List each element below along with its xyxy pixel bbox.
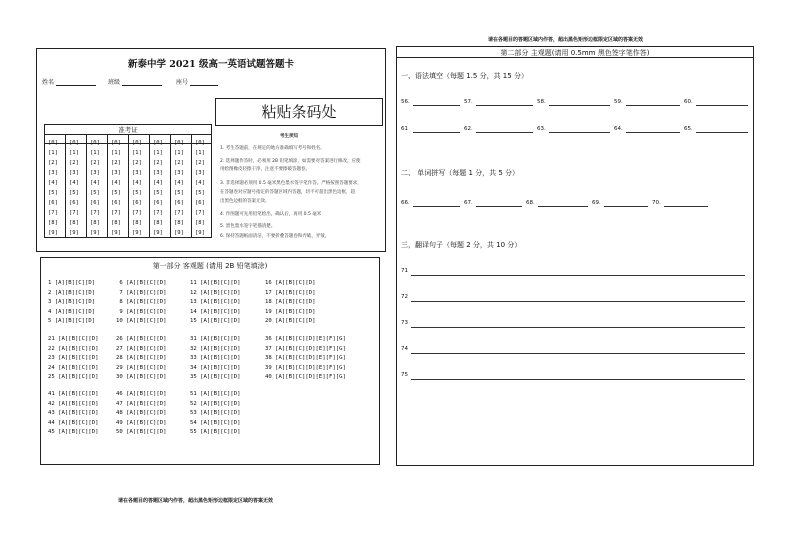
exam-id-digit[interactable]: [0] <box>48 140 58 146</box>
exam-id-digit[interactable]: [4] <box>90 180 100 186</box>
translation-number: 71 <box>401 268 408 274</box>
objective-item[interactable]: 47 [A][B][C][D] <box>116 400 167 407</box>
exam-id-digit[interactable]: [8] <box>48 220 58 226</box>
blank-number: 65. <box>684 126 693 132</box>
answer-line[interactable] <box>413 206 460 207</box>
exam-id-digit[interactable]: [0] <box>132 140 142 146</box>
exam-id-digit[interactable]: [4] <box>174 180 184 186</box>
bottom-notice: 请在各题目的答题区域内作答，超出黑色矩形边框限定区域的答案无效 <box>118 498 274 504</box>
exam-id-digit[interactable]: [0] <box>195 140 205 146</box>
answer-line[interactable] <box>664 206 708 207</box>
objective-item[interactable]: 46 [A][B][C][D] <box>116 391 167 397</box>
objective-item[interactable]: 16 [A][B][C][D] <box>265 280 316 286</box>
objective-item[interactable]: 52 [A][B][C][D] <box>190 400 241 407</box>
objective-item[interactable]: 40 [A][B][C][D][E][F][G] <box>265 374 346 381</box>
answer-line[interactable] <box>413 132 460 133</box>
objective-item[interactable]: 34 [A][B][C][D] <box>190 364 241 371</box>
translation-number: 74 <box>401 346 408 352</box>
translation-line[interactable] <box>411 353 745 354</box>
part2-title: 第二部分 主观题(请用 0.5mm 黑色签字笔作答) <box>500 49 650 57</box>
exam-id-digit[interactable]: [2] <box>195 160 205 166</box>
objective-item[interactable]: 54 [A][B][C][D] <box>190 419 241 426</box>
exam-id-digit[interactable]: [8] <box>132 220 142 226</box>
objective-item[interactable]: 38 [A][B][C][D][E][F][G] <box>265 355 346 362</box>
exam-id-digit[interactable]: [2] <box>90 160 100 166</box>
exam-id-digit[interactable]: [1] <box>132 150 142 156</box>
objective-item[interactable]: 20 [A][B][C][D] <box>265 318 316 325</box>
objective-item[interactable]: 1 [A][B][C][D] <box>48 280 96 286</box>
objective-item[interactable]: 11 [A][B][C][D] <box>190 280 241 286</box>
answer-line[interactable] <box>476 206 522 207</box>
exam-id-digit[interactable]: [2] <box>111 160 121 166</box>
exam-id-digit[interactable]: [3] <box>111 170 121 176</box>
blank-number: 64. <box>614 126 623 132</box>
exam-id-digit[interactable]: [5] <box>48 190 58 196</box>
exam-id-digit[interactable]: [6] <box>111 200 121 206</box>
blank-number: 69. <box>592 200 601 206</box>
exam-id-digit[interactable]: [9] <box>174 230 184 236</box>
exam-id-digit[interactable]: [3] <box>153 170 163 176</box>
objective-item[interactable]: 51 [A][B][C][D] <box>190 391 241 397</box>
objective-item[interactable]: 29 [A][B][C][D] <box>116 364 167 371</box>
objective-item[interactable]: 27 [A][B][C][D] <box>116 345 167 352</box>
answer-line[interactable] <box>549 105 610 106</box>
name-field[interactable] <box>42 77 96 86</box>
exam-id-header: 准考证 <box>45 125 211 135</box>
exam-id-digit[interactable]: [7] <box>111 210 121 216</box>
sec1-title: 一、语法填空（每题 1.5 分，共 15 分） <box>401 72 528 80</box>
sec3-title: 三，翻译句子（每题 2 分，共 10 分） <box>401 241 522 249</box>
exam-id-digit[interactable]: [5] <box>132 190 142 196</box>
objective-item[interactable]: 6 [A][B][C][D] <box>116 280 167 286</box>
translation-number: 75 <box>401 372 408 378</box>
exam-id-digit[interactable]: [2] <box>153 160 163 166</box>
objective-item[interactable]: 44 [A][B][C][D] <box>48 419 99 426</box>
exam-id-digit[interactable]: [9] <box>195 230 205 236</box>
exam-id-digit[interactable]: [6] <box>195 200 205 206</box>
note-item: 用绘图橡皮轻擦干净，注意不要擦破答题卷。 <box>220 167 310 172</box>
answer-line[interactable] <box>538 206 588 207</box>
objective-item[interactable]: 25 [A][B][C][D] <box>48 374 99 381</box>
answer-line[interactable] <box>476 132 533 133</box>
objective-item[interactable]: 10 [A][B][C][D] <box>116 318 167 325</box>
exam-id-digit[interactable]: [0] <box>153 140 163 146</box>
exam-id-digit[interactable]: [9] <box>48 230 58 236</box>
blank-number: 63. <box>537 126 546 132</box>
exam-id-digit[interactable]: [5] <box>195 190 205 196</box>
exam-id-digit[interactable]: [0] <box>111 140 121 146</box>
exam-id-digit[interactable]: [3] <box>174 170 184 176</box>
blank-number: 60. <box>684 99 693 105</box>
answer-line[interactable] <box>696 105 748 106</box>
objective-item[interactable]: 13 [A][B][C][D] <box>190 299 241 306</box>
objective-item[interactable]: 24 [A][B][C][D] <box>48 364 99 371</box>
exam-id-digit[interactable]: [4] <box>48 180 58 186</box>
blank-number: 62. <box>464 126 473 132</box>
objective-item[interactable]: 23 [A][B][C][D] <box>48 355 99 362</box>
answer-line[interactable] <box>626 105 680 106</box>
note-item: 5. 黑色墨水签字笔描清楚。 <box>220 224 276 229</box>
blank-number: 58. <box>537 99 546 105</box>
note-item: 1. 考生答题前，在规定的地方准确填写考号和姓名。 <box>220 146 325 151</box>
objective-item[interactable]: 9 [A][B][C][D] <box>116 308 167 315</box>
exam-id-digit[interactable]: [3] <box>132 170 142 176</box>
exam-id-digit[interactable]: [8] <box>174 220 184 226</box>
objective-item[interactable]: 2 [A][B][C][D] <box>48 289 96 296</box>
objective-item[interactable]: 35 [A][B][C][D] <box>190 374 241 381</box>
objective-item[interactable]: 41 [A][B][C][D] <box>48 391 99 397</box>
exam-id-digit[interactable]: [5] <box>111 190 121 196</box>
objective-item[interactable]: 42 [A][B][C][D] <box>48 400 99 407</box>
objective-item[interactable]: 12 [A][B][C][D] <box>190 289 241 296</box>
objective-item[interactable]: 31 [A][B][C][D] <box>190 336 241 342</box>
exam-id-digit[interactable]: [6] <box>48 200 58 206</box>
exam-id-digit[interactable]: [8] <box>195 220 205 226</box>
exam-id-digit[interactable]: [8] <box>69 220 79 226</box>
translation-number: 72 <box>401 294 408 300</box>
objective-item[interactable]: 49 [A][B][C][D] <box>116 419 167 426</box>
objective-item[interactable]: 45 [A][B][C][D] <box>48 429 99 436</box>
exam-id-digit[interactable]: [5] <box>174 190 184 196</box>
page-title: 新泰中学 2021 级高一英语试题答题卡 <box>127 59 295 70</box>
exam-id-digit[interactable]: [9] <box>90 230 100 236</box>
exam-id-digit[interactable]: [4] <box>195 180 205 186</box>
blank-number: 59. <box>614 99 623 105</box>
exam-id-digit[interactable]: [7] <box>195 210 205 216</box>
answer-line[interactable] <box>413 105 460 106</box>
subjective-box <box>396 46 754 466</box>
part1-title: 第一部分 客观题 (请用 2B 铅笔填涂) <box>152 262 268 270</box>
exam-id-digit[interactable]: [8] <box>90 220 100 226</box>
translation-number: 73 <box>401 320 408 326</box>
exam-id-digit[interactable]: [0] <box>174 140 184 146</box>
exam-id-digit[interactable]: [7] <box>90 210 100 216</box>
objective-item[interactable]: 32 [A][B][C][D] <box>190 345 241 352</box>
exam-id-digit[interactable]: [9] <box>153 230 163 236</box>
exam-id-digit[interactable]: [6] <box>69 200 79 206</box>
exam-id-digit[interactable]: [3] <box>48 170 58 176</box>
exam-id-digit[interactable]: [7] <box>69 210 79 216</box>
exam-id-digit[interactable]: [5] <box>90 190 100 196</box>
class-label: 班级 <box>108 79 121 86</box>
objective-item[interactable]: 15 [A][B][C][D] <box>190 318 241 325</box>
exam-id-digit[interactable]: [3] <box>195 170 205 176</box>
top-notice: 请在各题目的答题区域内作答，超出黑色矩形边框限定区域的答案无效 <box>488 37 644 43</box>
objective-item[interactable]: 17 [A][B][C][D] <box>265 289 316 296</box>
blank-number: 66. <box>401 200 410 206</box>
exam-id-digit[interactable]: [1] <box>195 150 205 156</box>
objective-item[interactable]: 55 [A][B][C][D] <box>190 429 241 436</box>
exam-id-digit[interactable]: [2] <box>69 160 79 166</box>
exam-id-digit[interactable]: [3] <box>90 170 100 176</box>
seat-label: 座号 <box>176 79 189 86</box>
exam-id-digit[interactable]: [6] <box>132 200 142 206</box>
exam-id-digit[interactable]: [8] <box>153 220 163 226</box>
sec2-title: 二、 单词拼写（每题 1 分，共 5 分） <box>401 169 520 177</box>
blank-number: 67. <box>464 200 473 206</box>
translation-line[interactable] <box>411 379 745 380</box>
objective-item[interactable]: 39 [A][B][C][D][E][F][G] <box>265 364 346 371</box>
exam-id-digit[interactable]: [7] <box>174 210 184 216</box>
exam-id-digit[interactable]: [1] <box>48 150 58 156</box>
note-item: 2. 选择题作答时，必须用 2B 铅笔填涂，如需要对答案进行修改，应使 <box>220 159 361 164</box>
class-field[interactable] <box>108 77 162 86</box>
objective-item[interactable]: 14 [A][B][C][D] <box>190 308 241 315</box>
translation-line[interactable] <box>411 275 745 276</box>
answer-line[interactable] <box>476 105 533 106</box>
exam-id-digit[interactable]: [6] <box>90 200 100 206</box>
note-item: 在答题卷对应题号指定的答题区域内答题，切不可超出黑色边框，超 <box>220 190 355 195</box>
exam-id-digit[interactable]: [1] <box>69 150 79 156</box>
objective-item[interactable]: 50 [A][B][C][D] <box>116 429 167 436</box>
objective-item[interactable]: 4 [A][B][C][D] <box>48 308 96 315</box>
objective-item[interactable]: 43 [A][B][C][D] <box>48 410 99 417</box>
exam-id-digit[interactable]: [2] <box>132 160 142 166</box>
objective-item[interactable]: 53 [A][B][C][D] <box>190 410 241 417</box>
objective-item[interactable]: 8 [A][B][C][D] <box>116 299 167 306</box>
exam-id-digit[interactable]: [6] <box>174 200 184 206</box>
exam-id-digit[interactable]: [2] <box>174 160 184 166</box>
objective-item[interactable]: 5 [A][B][C][D] <box>48 318 96 325</box>
blank-number: 61 <box>401 126 408 132</box>
exam-id-digit[interactable]: [4] <box>153 180 163 186</box>
note-item: 6. 保持答题纸面清洁，不要折叠答题卷和弄破、弄皱。 <box>220 234 330 239</box>
exam-id-digit[interactable]: [7] <box>48 210 58 216</box>
exam-id-digit[interactable]: [7] <box>132 210 142 216</box>
objective-item[interactable]: 3 [A][B][C][D] <box>48 299 96 306</box>
exam-id-digit[interactable]: [8] <box>111 220 121 226</box>
objective-item[interactable]: 48 [A][B][C][D] <box>116 410 167 417</box>
seat-field[interactable] <box>176 77 218 86</box>
exam-id-digit[interactable]: [3] <box>69 170 79 176</box>
objective-item[interactable]: 28 [A][B][C][D] <box>116 355 167 362</box>
objective-item[interactable]: 7 [A][B][C][D] <box>116 289 167 296</box>
blank-number: 56. <box>401 99 410 105</box>
name-label: 姓名 <box>42 79 55 86</box>
exam-id-digit[interactable]: [0] <box>90 140 100 146</box>
objective-item[interactable]: 30 [A][B][C][D] <box>116 374 167 381</box>
objective-item[interactable]: 36 [A][B][C][D][E][F][G] <box>265 336 346 342</box>
notes-title: 考生须知 <box>280 134 298 139</box>
exam-id-digit[interactable]: [6] <box>153 200 163 206</box>
exam-id-digit[interactable]: [2] <box>48 160 58 166</box>
translation-line[interactable] <box>411 301 745 302</box>
note-item: 4. 作图题可先用铅笔绘出，确认后，再用 0.5 毫米 <box>220 212 322 217</box>
exam-id-digit[interactable]: [1] <box>153 150 163 156</box>
exam-id-digit[interactable]: [5] <box>153 190 163 196</box>
exam-id-digit[interactable]: [9] <box>69 230 79 236</box>
translation-line[interactable] <box>411 327 745 328</box>
objective-item[interactable]: 26 [A][B][C][D] <box>116 336 167 342</box>
objective-item[interactable]: 33 [A][B][C][D] <box>190 355 241 362</box>
blank-number: 70. <box>652 200 661 206</box>
exam-id-digit[interactable]: [0] <box>69 140 79 146</box>
exam-id-digit[interactable]: [4] <box>69 180 79 186</box>
answer-line[interactable] <box>549 132 610 133</box>
answer-line[interactable] <box>626 132 680 133</box>
objective-item[interactable]: 22 [A][B][C][D] <box>48 345 99 352</box>
objective-item[interactable]: 18 [A][B][C][D] <box>265 299 316 306</box>
objective-item[interactable]: 19 [A][B][C][D] <box>265 308 316 315</box>
exam-id-digit[interactable]: [1] <box>90 150 100 156</box>
objective-item[interactable]: 37 [A][B][C][D][E][F][G] <box>265 345 346 352</box>
exam-id-grid <box>44 124 212 238</box>
exam-id-digit[interactable]: [9] <box>132 230 142 236</box>
note-item: 出黑色边框的答案无效。 <box>220 199 270 204</box>
exam-id-digit[interactable]: [7] <box>153 210 163 216</box>
exam-id-digit[interactable]: [9] <box>111 230 121 236</box>
objective-item[interactable]: 21 [A][B][C][D] <box>48 336 99 342</box>
barcode-sticker-area: 粘贴条码处 <box>215 98 383 126</box>
answer-line[interactable] <box>604 206 648 207</box>
exam-id-digit[interactable]: [1] <box>174 150 184 156</box>
exam-id-digit[interactable]: [1] <box>111 150 121 156</box>
exam-id-digit[interactable]: [5] <box>69 190 79 196</box>
exam-id-digit[interactable]: [4] <box>111 180 121 186</box>
exam-id-digit[interactable]: [4] <box>132 180 142 186</box>
blank-number: 68. <box>526 200 535 206</box>
answer-line[interactable] <box>696 132 748 133</box>
blank-number: 57. <box>464 99 473 105</box>
note-item: 3. 非选择题必须用 0.5 毫米黑色墨水签字笔作答。严格按照答题要求， <box>220 181 362 186</box>
